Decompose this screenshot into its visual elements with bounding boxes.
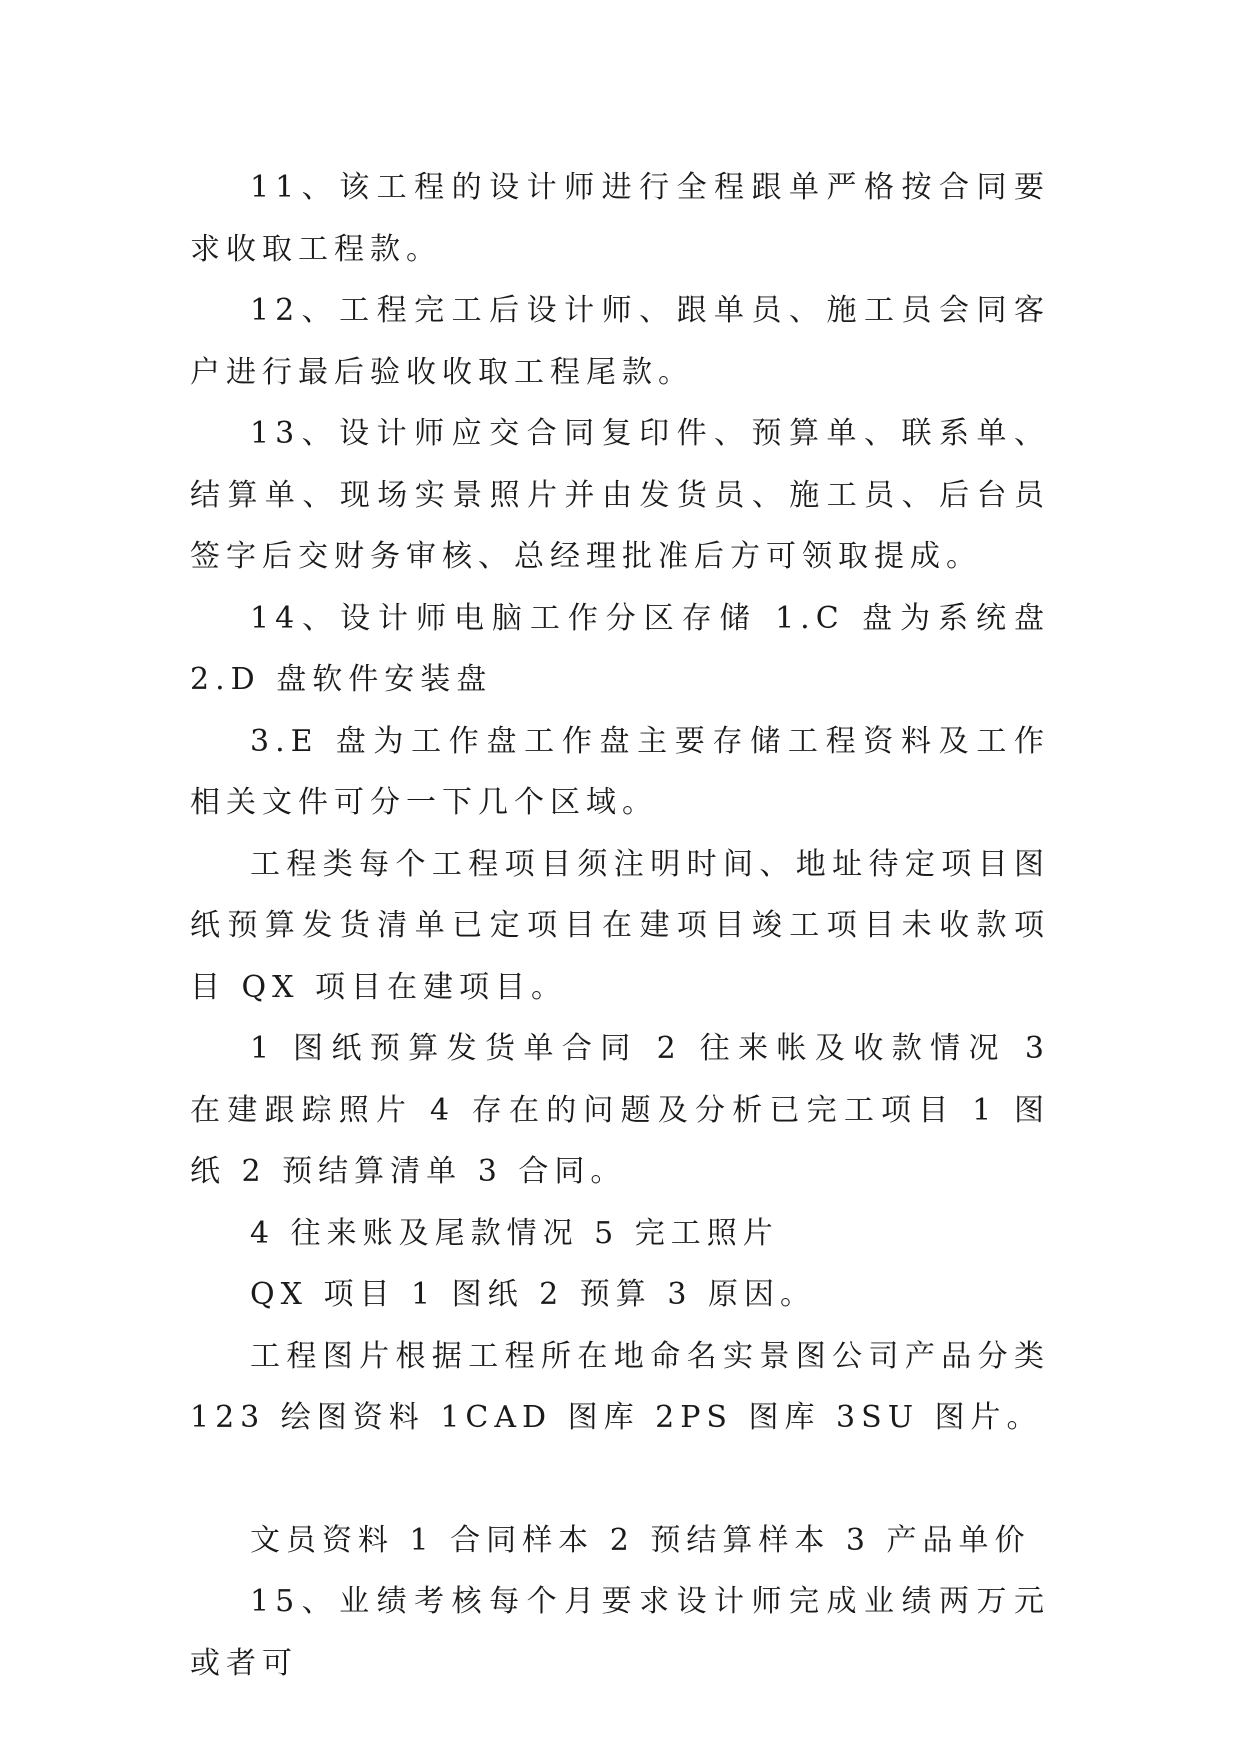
paragraph-disk-e: 3.E 盘为工作盘工作盘主要存储工程资料及工作相关文件可分一下几个区域。 bbox=[190, 723, 1050, 820]
paragraph-qx-project: QX 项目 1 图纸 2 预算 3 原因。 bbox=[250, 1277, 816, 1312]
paragraph-item-15: 15、业绩考核每个月要求设计师完成业绩两万元或者可 bbox=[190, 1584, 1050, 1681]
paragraph-clerk-materials: 文员资料 1 合同样本 2 预结算样本 3 产品单价 bbox=[250, 1522, 1031, 1558]
paragraph-item-12: 12、工程完工后设计师、跟单员、施工员会同客户进行最后验收收取工程尾款。 bbox=[190, 293, 1050, 390]
paragraph-item-13: 13、设计师应交合同复印件、预算单、联系单、结算单、现场实景照片并由发货员、施工员、后台员签字后交财务审核、总经理批准后方可领取提成。 bbox=[190, 416, 1050, 574]
paragraph-project-images: 工程图片根据工程所在地命名实景图公司产品分类 123 绘图资料 1CAD 图库 2PS 图库 3SU 图片。 bbox=[190, 1338, 1050, 1435]
paragraph-item-14: 14、设计师电脑工作分区存储 1.C 盘为系统盘 2.D 盘软件安装盘 bbox=[190, 600, 1050, 697]
paragraph-project-categories: 工程类每个工程项目须注明时间、地址待定项目图纸预算发货清单已定项目在建项目竣工项目未收款项目 QX 项目在建项目。 bbox=[190, 846, 1050, 1005]
document-body bbox=[190, 157, 1050, 1694]
blank-line bbox=[190, 1449, 1050, 1510]
paragraph-item-11: 11、该工程的设计师进行全程跟单严格按合同要求收取工程款。 bbox=[190, 170, 1050, 267]
paragraph-accounts: 4 往来账及尾款情况 5 完工照片 bbox=[250, 1215, 779, 1251]
paragraph-project-materials: 1 图纸预算发货单合同 2 往来帐及收款情况 3 在建跟踪照片 4 存在的问题及分析已完工项目 1 图纸 2 预结算清单 3 合同。 bbox=[190, 1031, 1050, 1189]
